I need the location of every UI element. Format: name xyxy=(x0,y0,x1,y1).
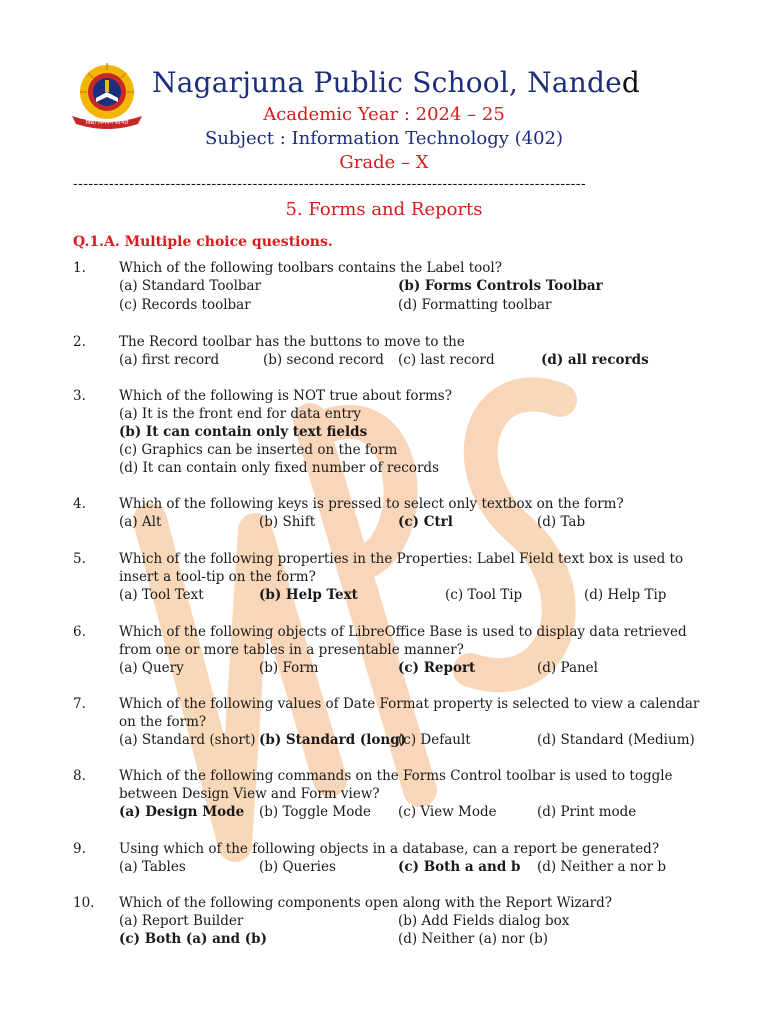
question-number: 4. xyxy=(73,496,86,512)
question-number: 10. xyxy=(73,895,95,911)
option-c: (c) Graphics can be inserted on the form xyxy=(119,442,398,458)
option-b-answer: (b) Standard (long) xyxy=(259,732,407,748)
option-a: (a) Alt xyxy=(119,514,162,530)
svg-text:विद्या विनयेन शोभते: विद्या विनयेन शोभते xyxy=(85,119,129,126)
question-line: Which of the following commands on the Forms Control toolbar is used to toggle xyxy=(119,768,673,784)
option-b: (b) Toggle Mode xyxy=(259,804,372,820)
option-d: (d) Help Tip xyxy=(584,587,667,603)
option-d: (d) Formatting toolbar xyxy=(398,297,552,313)
question-number: 1. xyxy=(73,260,86,276)
question-text: Which of the following toolbars contains the Label tool? xyxy=(119,260,502,276)
option-a: (a) Tool Text xyxy=(119,587,204,603)
question-number: 7. xyxy=(73,696,86,712)
option-d: (d) Tab xyxy=(537,514,586,530)
option-b: (b) Shift xyxy=(259,514,316,530)
option-b: (b) Form xyxy=(259,660,319,676)
option-a: (a) Standard (short) xyxy=(119,732,256,748)
option-c-answer: (c) Ctrl xyxy=(398,514,453,530)
question-text xyxy=(119,550,719,586)
option-a: (a) Tables xyxy=(119,859,186,875)
option-d-answer: (d) all records xyxy=(541,352,649,368)
option-b-answer: (b) It can contain only text fields xyxy=(119,424,368,440)
question-number: 6. xyxy=(73,624,86,640)
option-b-answer: (b) Help Text xyxy=(259,587,358,603)
option-c-answer: (c) Both a and b xyxy=(398,859,521,875)
option-a: (a) It is the front end for data entry xyxy=(119,406,361,422)
question-text: Which of the following is NOT true about forms? xyxy=(119,388,452,404)
question-number: 9. xyxy=(73,841,86,857)
question-text: Which of the following components open along with the Report Wizard? xyxy=(119,895,613,911)
chapter-title: 5. Forms and Reports xyxy=(285,199,483,220)
option-c: (c) Default xyxy=(398,732,471,748)
option-c: (c) last record xyxy=(398,352,495,368)
option-a: (a) Query xyxy=(119,660,184,676)
school-name: Nagarjuna Public School, Nanded xyxy=(152,66,641,99)
question-line: Which of the following properties in the Properties: Label Field text box is used to xyxy=(119,551,684,567)
option-c: (c) Tool Tip xyxy=(445,587,523,603)
option-d: (d) Print mode xyxy=(537,804,637,820)
question-line: insert a tool-tip on the form? xyxy=(119,569,316,585)
subject-title: Subject : Information Technology (402) xyxy=(204,128,564,149)
question-text xyxy=(119,623,719,659)
question-number: 5. xyxy=(73,551,86,567)
option-b: (b) Add Fields dialog box xyxy=(398,913,570,929)
option-b-answer: (b) Forms Controls Toolbar xyxy=(398,278,603,294)
question-line: on the form? xyxy=(119,714,207,730)
option-c-answer: (c) Both (a) and (b) xyxy=(119,931,267,947)
option-a-answer: (a) Design Mode xyxy=(119,804,245,820)
question-line: Which of the following objects of LibreOffice Base is used to display data retrieved xyxy=(119,624,687,640)
option-d: (d) Neither a nor b xyxy=(537,859,666,875)
question-text: Which of the following keys is pressed to select only textbox on the form? xyxy=(119,496,624,512)
option-c-answer: (c) Report xyxy=(398,660,476,676)
option-b: (b) second record xyxy=(263,352,384,368)
question-line: between Design View and Form view? xyxy=(119,786,380,802)
academic-year: Academic Year : 2024 – 25 xyxy=(263,104,505,125)
section-title: Q.1.A. Multiple choice questions. xyxy=(73,234,333,250)
option-d: (d) Neither (a) nor (b) xyxy=(398,931,549,947)
question-line: from one or more tables in a presentable manner? xyxy=(119,642,464,658)
option-d: (d) Panel xyxy=(537,660,598,676)
option-d: (d) Standard (Medium) xyxy=(537,732,695,748)
header-divider: ---------------------------------------------------------------------------------------------------- xyxy=(73,176,587,192)
option-a: (a) Report Builder xyxy=(119,913,244,929)
question-text xyxy=(119,695,719,731)
question-number: 8. xyxy=(73,768,86,784)
option-a: (a) Standard Toolbar xyxy=(119,278,262,294)
question-number: 3. xyxy=(73,388,86,404)
option-d: (d) It can contain only fixed number of records xyxy=(119,460,440,476)
question-line: Which of the following values of Date Format property is selected to view a calendar xyxy=(119,696,700,712)
option-c: (c) Records toolbar xyxy=(119,297,251,313)
grade-title: Grade – X xyxy=(339,152,429,173)
option-b: (b) Queries xyxy=(259,859,336,875)
question-text: Using which of the following objects in a database, can a report be generated? xyxy=(119,841,660,857)
question-number: 2. xyxy=(73,334,86,350)
question-text xyxy=(119,767,719,803)
question-text: The Record toolbar has the buttons to move to the xyxy=(119,334,465,350)
option-a: (a) first record xyxy=(119,352,220,368)
option-c: (c) View Mode xyxy=(398,804,497,820)
